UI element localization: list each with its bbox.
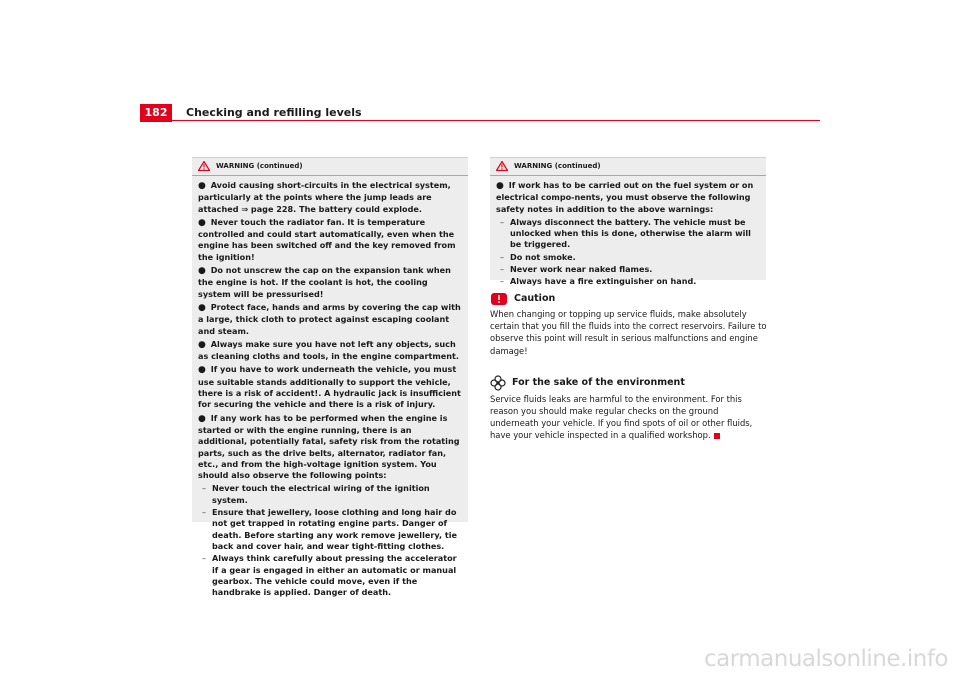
caution-icon [490,292,508,306]
environment-text: Service fluids leaks are harmful to the environment. For this reason you should make regular checks on the ground underneath your vehicle. If you find spots of oil or other fluids, have your vehicle inspected in a qualified workshop. [490,393,753,441]
environment-heading: For the sake of the environment [512,376,685,388]
warning-triangle-icon [496,161,508,171]
warning-header [490,158,766,176]
warning-dash-item: – Always disconnect the battery. The vehicle must be unlocked when this is done, otherwise the alarm will be triggered. [500,216,751,250]
right-column [490,292,768,460]
warning-bullet: ● Never touch the radiator fan. It is temperature controlled and could start automatically, even when the engine has been switched off and the key removed from the ignition! [198,216,456,262]
warning-bullet: ● If any work has to be performed when the engine is started or with the engine running, there is an additional, potentially fatal, safety risk from the rotating parts, such as the drive belts, alternator, radiator fan, etc., and from the high-voltage ignition system. You should also observe the following points: [198,412,460,481]
warning-bullet: ● Always make sure you have not left any objects, such as cleaning cloths and tools, in the engine compartment. [198,338,459,362]
caution-heading-row [490,292,768,306]
warning-bullet: ● Protect face, hands and arms by covering the cap with a large, thick cloth to protect against escaping coolant and steam. [198,301,461,336]
header-divider [140,120,820,121]
warning-header [192,158,468,176]
warning-dash-item: – Ensure that jewellery, loose clothing and long hair do not get trapped in rotating engine parts. Danger of death. Before starting any work remove jewellery, tie back and cover hair, and wear tight-fitting clothes. [202,507,458,551]
warning-dash-item: – Never touch the electrical wiring of the ignition system. [202,483,430,505]
warning-triangle-icon [198,161,210,171]
page-number: 182 [140,104,172,122]
warning-bullet: ● Avoid causing short-circuits in the electrical system, particularly at the points where the jump leads are attached ⇒ page 228. The battery could explode. [198,180,451,214]
warning-dash-item: – Do not smoke. [500,251,576,262]
warning-dash-item: – Always have a fire extinguisher on hand. [500,276,697,287]
environment-flower-icon [490,375,506,391]
caution-text: When changing or topping up service fluids, make absolutely certain that you fill the fluids into the correct reservoirs. Failure to observe this point will result in serious malfunctions and engine damage! [490,309,767,356]
watermark: carmanualsonline.info [703,646,948,672]
warning-dash-item: – Always think carefully about pressing the accelerator if a gear is engaged in either an automatic or manual gearbox. The vehicle could move, even if the handbrake is applied. Danger of death. [202,553,457,598]
warning-heading: WARNING (continued) [514,162,601,170]
page-title: Checking and refilling levels [186,106,362,119]
warning-bullet: ● If you have to work underneath the vehicle, you must use suitable stands additionally to support the vehicle, there is a risk of accident!. A hydraulic jack is insufficient for securing the vehicle and there is a risk of injury. [198,364,461,410]
end-of-section-marker [714,433,720,439]
right-warning-box [490,157,766,287]
warning-bullet: ● If work has to be carried out on the fuel system or on electrical compo-nents, you must observe the following safety notes in addition to the above warnings: [496,180,754,214]
warning-bullet: ● Do not unscrew the cap on the expansion tank when the engine is hot. If the coolant is hot, the cooling system will be pressurised! [198,265,451,299]
warning-heading: WARNING (continued) [216,162,303,170]
caution-heading: Caution [514,292,556,304]
environment-heading-row [490,375,768,391]
left-warning-box [192,157,468,598]
warning-dash-item: – Never work near naked flames. [500,264,653,275]
